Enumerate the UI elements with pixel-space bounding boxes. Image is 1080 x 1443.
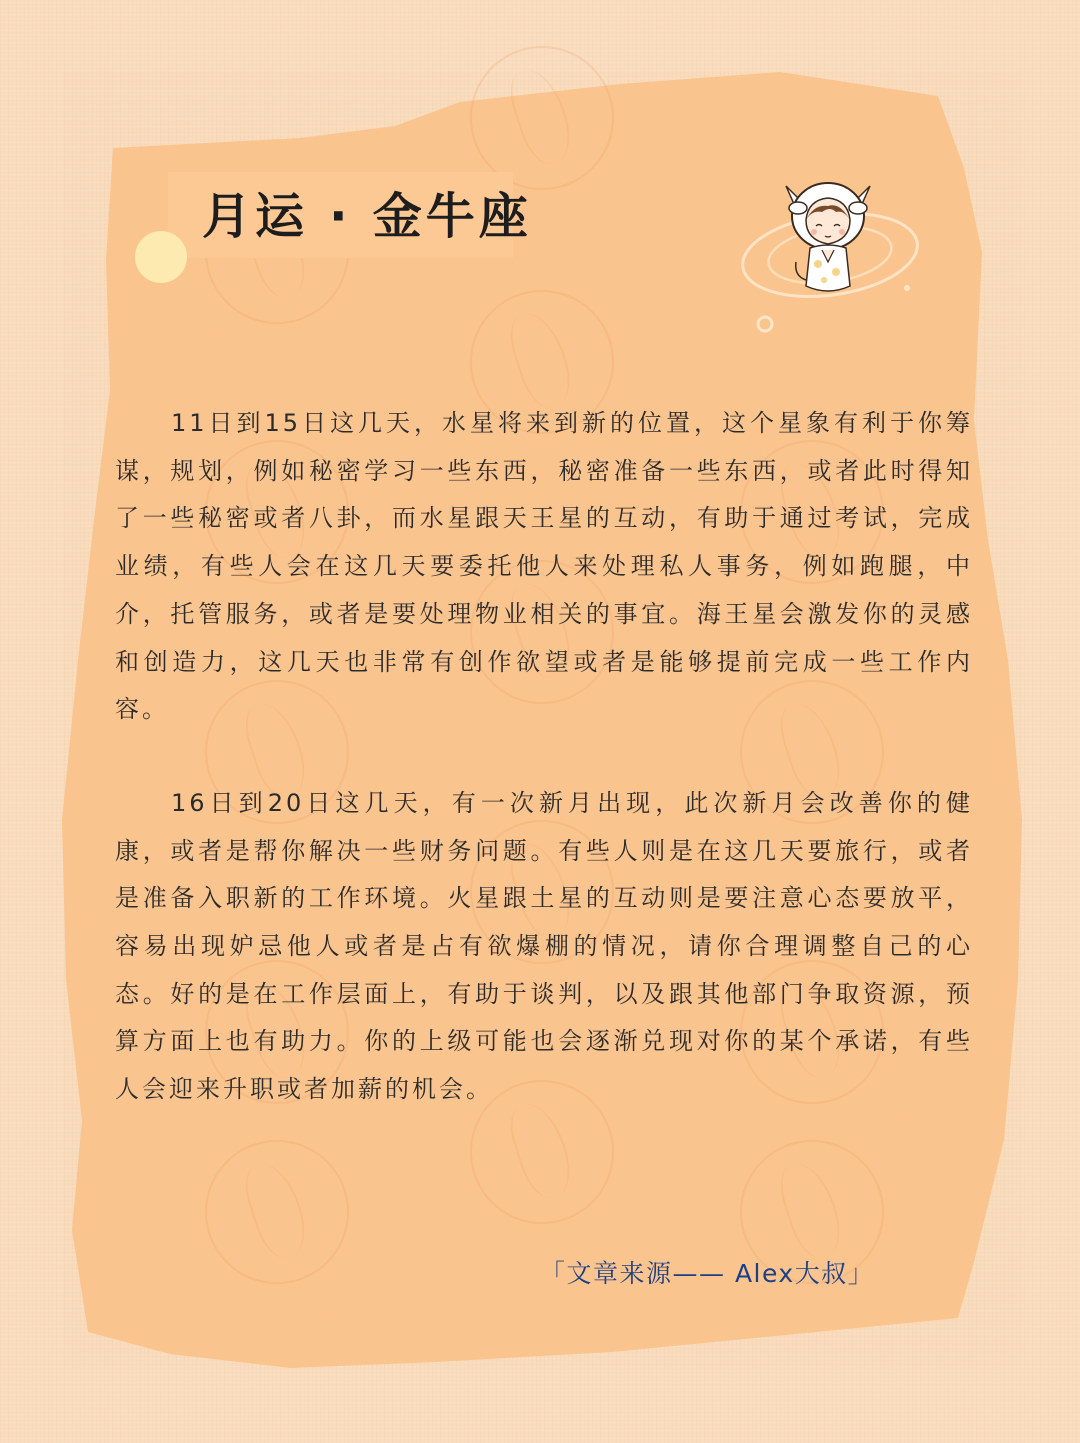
source-credit: 「文章来源—— Alex大叔」 [540, 1259, 875, 1288]
taurus-mascot-icon [778, 176, 878, 300]
paragraph: 11日到15日这几天，水星将来到新的位置，这个星象有利于你筹谋，规划，例如秘密学习一些东西，秘密准备一些东西，或者此时得知了一些秘密或者八卦，而水星跟天王星的互动，有助于通过考试，完成业绩，有些人会在这几天要委托他人来处理私人事务，例如跑腿，中介，托管服务，或者是要处理物业相关的事宜。海王星会激发你的灵感和创造力，这几天也非常有创作欲望或者是能够提前完成一些工作内容。 [115, 409, 973, 724]
watermark-icon [205, 1140, 349, 1284]
article-body [115, 400, 973, 1160]
page-title: 月运 · 金牛座 [202, 188, 532, 245]
watermark-icon [470, 46, 614, 190]
paragraph: 16日到20日这几天，有一次新月出现，此次新月会改善你的健康，或者是帮你解决一些财务问题。有些人则是在这几天要旅行，或者是准备入职新的工作环境。火星跟土星的互动则是要注意心态要放平，容易出现妒忌他人或者是占有欲爆棚的情况，请你合理调整自己的心态。好的是在工作层面上，有助于谈判，以及跟其他部门争取资源，预算方面上也有助力。你的上级可能也会逐渐兑现对你的某个承诺，有些人会迎来升职或者加薪的机会。 [115, 788, 973, 1104]
title-dot [135, 231, 187, 283]
